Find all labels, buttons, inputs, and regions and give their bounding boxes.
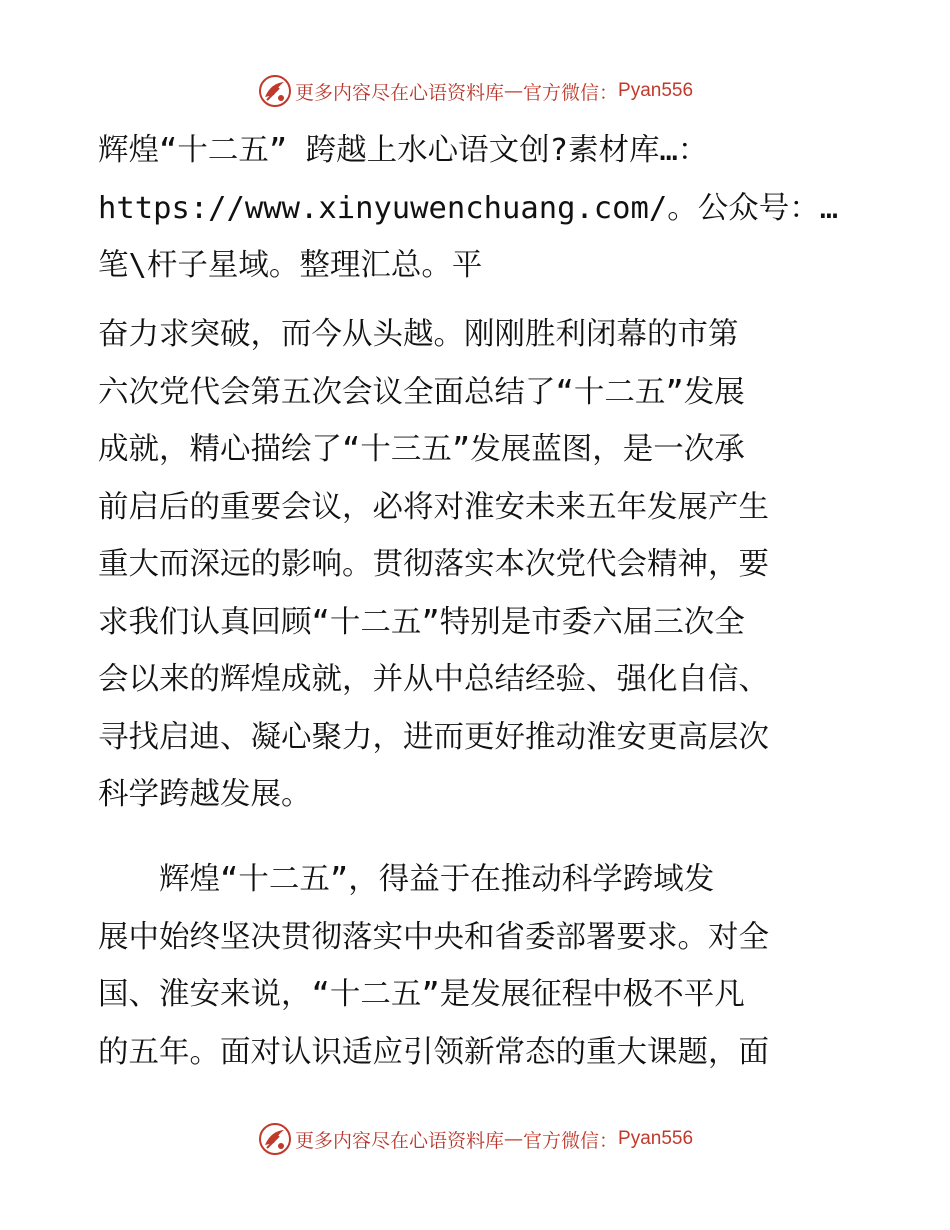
banner-wechat-label: 官方微信	[522, 81, 599, 104]
banner-wechat-id: Pyan556	[618, 1128, 694, 1149]
paragraph-line: 国、淮安来说，“十二五”是发展征程中极不平凡	[98, 977, 745, 1012]
footer-banner	[0, 1119, 950, 1159]
banner-colon: ：	[599, 1129, 619, 1152]
banner-text: 更多内容尽在心语资料库	[294, 81, 504, 104]
banner-wechat-id: Pyan556	[618, 80, 694, 101]
banner-dash: —	[503, 80, 523, 102]
paragraph-line: 的五年。面对认识适应引领新常态的重大课题，面	[98, 1034, 769, 1070]
logo-icon	[257, 1121, 293, 1157]
header-banner	[0, 71, 950, 111]
paragraph-line: 成就，精心描绘了“十三五”发展蓝图，是一次承	[98, 432, 745, 467]
banner-wechat-label: 官方微信	[522, 1129, 599, 1152]
paragraph-line: 辉煌“十二五”，得益于在推动科学跨域发	[98, 862, 715, 897]
paragraph-1	[98, 306, 850, 824]
banner-colon: ：	[599, 81, 619, 104]
paragraph-2	[98, 851, 850, 1081]
paragraph-line: 重大而深远的影响。贯彻落实本次党代会精神，要	[98, 547, 769, 582]
banner-text: 更多内容尽在心语资料库	[294, 1129, 504, 1152]
paragraph-line: 会以来的辉煌成就，并从中总结经验、强化自信、	[98, 662, 769, 697]
title-line: 辉煌“十二五” 跨越上水心语文创?素材库…：	[98, 133, 709, 168]
banner-dash: —	[503, 1128, 523, 1150]
paragraph-line: 奋力求突破，而今从头越。刚刚胜利闭幕的市第	[98, 317, 739, 352]
paragraph-line: 寻找启迪、凝心聚力，进而更好推动淮安更高层次	[98, 719, 769, 755]
title-block	[98, 122, 850, 295]
paragraph-line: 展中始终坚决贯彻落实中央和省委部署要求。对全	[98, 919, 769, 955]
title-line: https://www.xinyuwenchuang.com/。公众号：…	[98, 190, 839, 226]
logo-icon	[257, 73, 293, 109]
title-line: 笔\杆子星域。整理汇总。平	[98, 248, 483, 283]
paragraph-line: 科学跨越发展。	[98, 777, 312, 812]
paragraph-line: 六次党代会第五次会议全面总结了“十二五”发展	[98, 374, 745, 410]
paragraph-line: 求我们认真回顾“十二五”特别是市委六届三次全	[98, 604, 745, 640]
paragraph-line: 前启后的重要会议，必将对淮安未来五年发展产生	[98, 489, 769, 525]
